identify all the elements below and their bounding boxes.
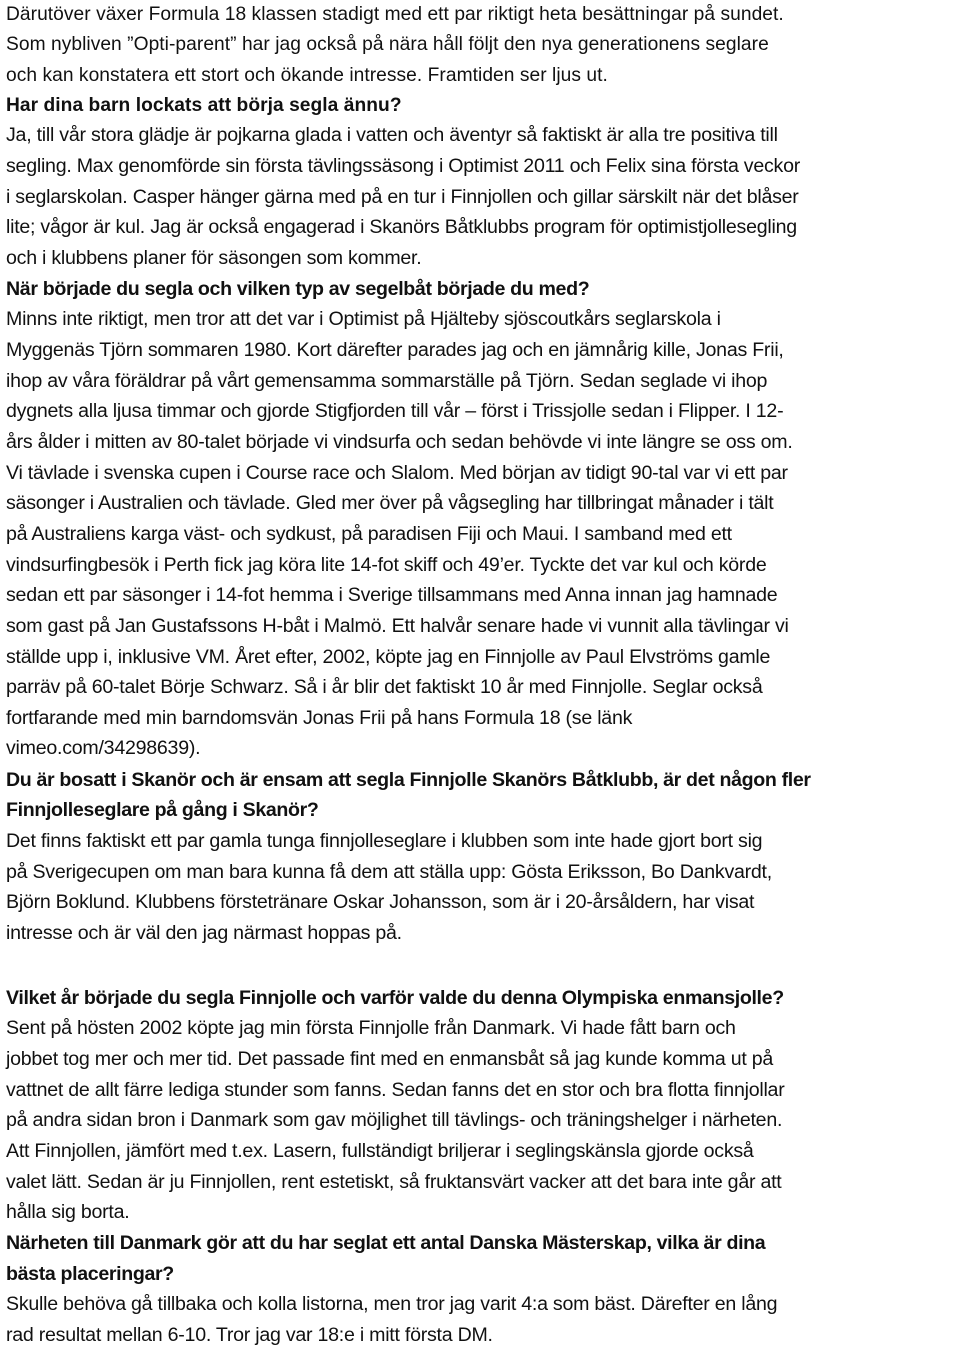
text-line: fortfarande med min barndomsvän Jonas Frii på hans Formula 18 (se länk: [6, 707, 633, 729]
text-line: som gast på Jan Gustafssons H-båt i Malmö. Ett halvår senare hade vi vunnit alla tävlingar vi: [6, 615, 789, 637]
text-line: och i klubbens planer för säsongen som kommer.: [6, 247, 422, 269]
text-line: Som nybliven ”Opti-parent” har jag också på nära håll följt den nya generationens seglare: [6, 34, 769, 55]
question-heading: Har dina barn lockats att börja segla ännu?: [6, 95, 402, 116]
text-line: valet lätt. Sedan är ju Finnjollen, rent estetiskt, så fruktansvärt vacker att det bara inte går att: [6, 1171, 782, 1193]
question-heading: bästa placeringar?: [6, 1263, 174, 1285]
text-line: Ja, till vår stora glädje är pojkarna glada i vatten och äventyr så faktiskt är alla tre positiva till: [6, 124, 778, 146]
text-line: i seglarskolan. Casper hänger gärna med på en tur i Finnjollen och gillar särskilt när det blåser: [6, 186, 799, 208]
text-line: på andra sidan bron i Danmark som gav möjlighet till tävlings- och träningshelger i närheten.: [6, 1109, 783, 1131]
text-line: ställde upp i, inklusive VM. Året efter, 2002, köpte jag en Finnjolle av Paul Elvströms gamle: [6, 646, 771, 668]
text-line: Att Finnjollen, jämfört med t.ex. Lasern, fullständigt briljerar i seglingskänsla gjorde också: [6, 1140, 754, 1162]
text-line: sedan ett par säsonger i 14-fot hemma i Sverige tillsammans med Anna innan jag hamnade: [6, 584, 778, 606]
text-line: ihop av våra föräldrar på vårt gemensamma sommarställe på Tjörn. Sedan seglade vi ihop: [6, 370, 768, 392]
text-line: på Sverigecupen om man bara kunna få dem att ställa upp: Gösta Eriksson, Bo Dankvardt,: [6, 861, 772, 883]
text-line: Därutöver växer Formula 18 klassen stadigt med ett par riktigt heta besättningar på sundet.: [6, 4, 784, 25]
question-heading: Finnjolleseglare på gång i Skanör?: [6, 799, 319, 821]
text-line: vindsurfingbesök i Perth fick jag köra lite 14-fot skiff och 49’er. Tyckte det var kul och körde: [6, 554, 767, 576]
text-line: dygnets alla ljusa timmar och gjorde Stigfjorden till vår – först i Trissjolle sedan i Flipper. I 12-: [6, 400, 784, 422]
text-line: Björn Boklund. Klubbens förstetränare Oskar Johansson, som är i 20-årsåldern, har visat: [6, 891, 755, 913]
text-line: Vi tävlade i svenska cupen i Course race och Slalom. Med början av tidigt 90-tal var vi ett par: [6, 462, 788, 484]
question-heading: När började du segla och vilken typ av segelbåt började du med?: [6, 278, 590, 300]
text-line: Skulle behöva gå tillbaka och kolla listorna, men tror jag varit 4:a som bäst. Därefter en lång: [6, 1293, 778, 1315]
text-line: rad resultat mellan 6-10. Tror jag var 18:e i mitt första DM.: [6, 1324, 493, 1346]
text-line: års ålder i mitten av 80-talet började vi vindsurfa och sedan behövde vi inte längre se oss om.: [6, 431, 793, 453]
text-line: Myggenäs Tjörn sommaren 1980. Kort därefter parades jag och en jämnårig kille, Jonas Frii,: [6, 339, 784, 361]
text-line: Minns inte riktigt, men tror att det var i Optimist på Hjälteby sjöscoutkårs seglarskola i: [6, 308, 721, 330]
text-line: jobbet tog mer och mer tid. Det passade fint med en enmansbåt så jag kunde komma ut på: [6, 1048, 774, 1070]
text-line: Sent på hösten 2002 köpte jag min första Finnjolle från Danmark. Vi hade fått barn och: [6, 1017, 736, 1039]
question-heading: Närheten till Danmark gör att du har seglat ett antal Danska Mästerskap, vilka är dina: [6, 1232, 766, 1254]
text-line: vattnet de allt färre lediga stunder som fanns. Sedan fanns det en stor och bra flotta finnjollar: [6, 1079, 785, 1101]
text-line: och kan konstatera ett stort och ökande intresse. Framtiden ser ljus ut.: [6, 65, 608, 86]
text-line: segling. Max genomförde sin första tävlingssäsong i Optimist 2011 och Felix sina första veckor: [6, 155, 801, 177]
question-heading: Du är bosatt i Skanör och är ensam att segla Finnjolle Skanörs Båtklubb, är det någon fler: [6, 769, 811, 791]
text-line: Det finns faktiskt ett par gamla tunga finnjolleseglare i klubben som inte hade gjort bort sig: [6, 830, 763, 852]
text-line: lite; vågor är kul. Jag är också engagerad i Skanörs Båtklubbs program för optimistjollesegling: [6, 216, 797, 238]
question-heading: Vilket år började du segla Finnjolle och varför valde du denna Olympiska enmansjolle?: [6, 987, 784, 1009]
text-line: hålla sig borta.: [6, 1201, 130, 1223]
text-line: på Australiens karga väst- och sydkust, på paradisen Fiji och Maui. I samband med ett: [6, 523, 732, 545]
text-line: säsonger i Australien och tävlade. Gled mer över på vågsegling har tillbringat månader i tält: [6, 492, 774, 514]
text-line: vimeo.com/34298639).: [6, 737, 201, 759]
text-line: intresse och är väl den jag närmast hoppas på.: [6, 922, 402, 944]
text-line: parräv på 60-talet Börje Schwarz. Så i år blir det faktiskt 10 år med Finnjolle. Seglar också: [6, 676, 763, 698]
